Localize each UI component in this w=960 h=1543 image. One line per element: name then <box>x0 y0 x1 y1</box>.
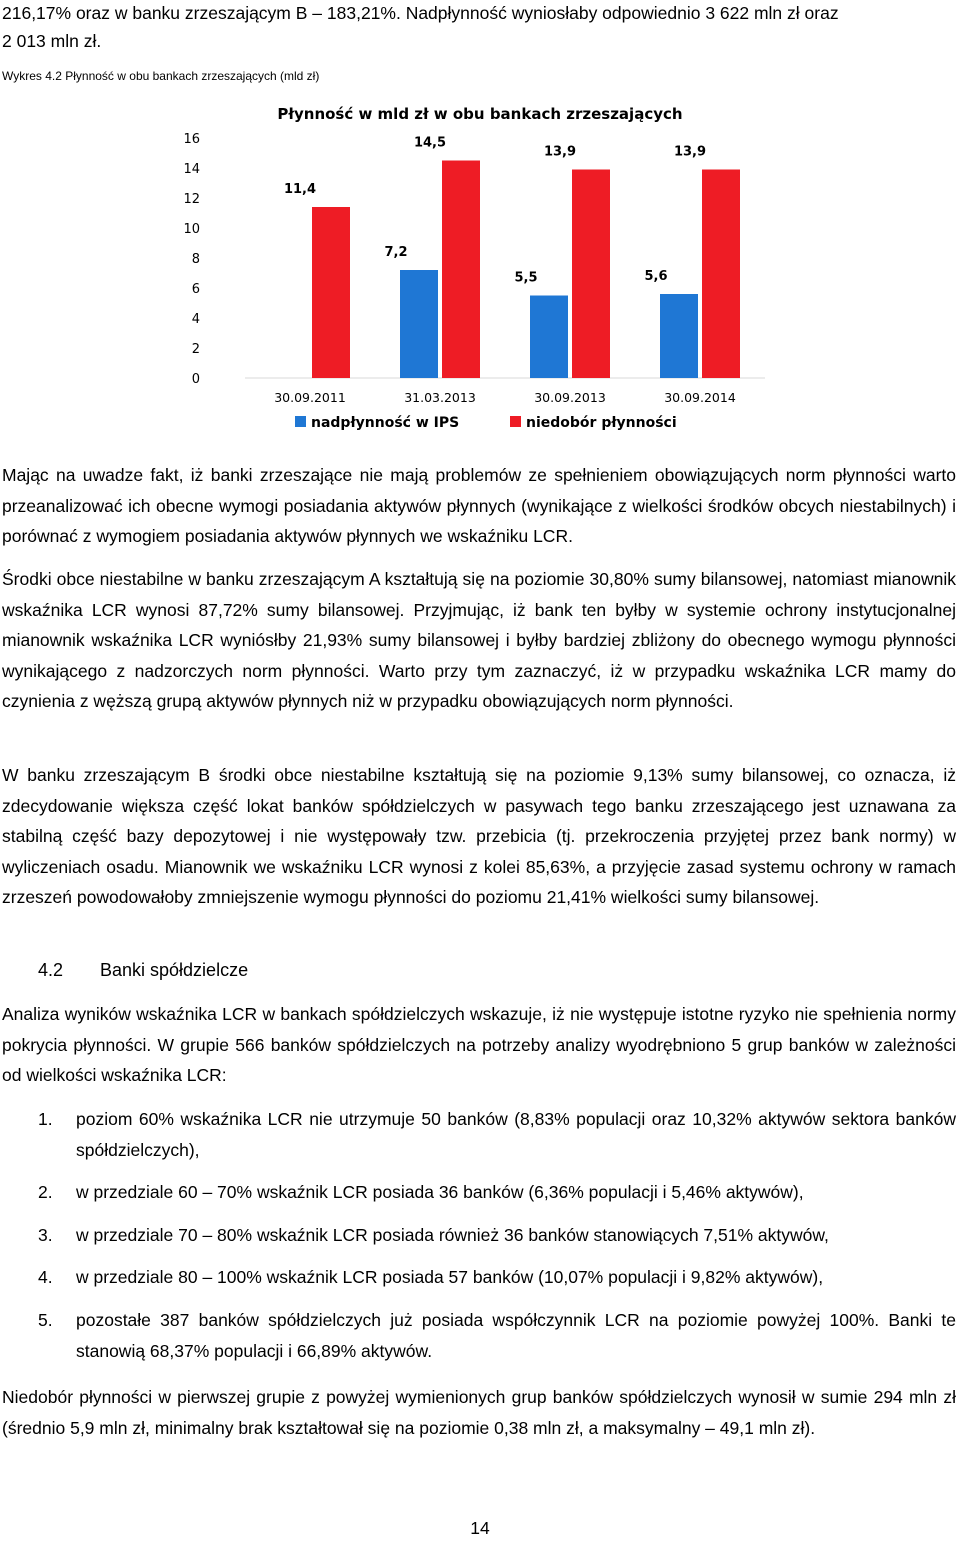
x-tick-label: 30.09.2014 <box>664 390 736 405</box>
section-intro: Analiza wyników wskaźnika LCR w bankach spółdzielczych wskazuje, iż nie występuje istotne ryzyko nie spełnienia normy pokrycia płynności. W grupie 566 banków spółdzielczych na potrzeby analizy wyodrębniono 5 grup banków w zależności od wielkości wskaźnika LCR: <box>2 1004 956 1086</box>
data-label: 14,5 <box>413 135 447 151</box>
list-item-text: w przedziale 60 – 70% wskaźnik LCR posiada 36 banków (6,36% populacji i 5,46% aktywów), <box>76 1182 804 1203</box>
x-tick-label: 30.09.2013 <box>534 390 606 405</box>
bar <box>442 161 480 379</box>
data-label: 5,5 <box>514 270 538 286</box>
list-item-number: 5. <box>38 1309 53 1330</box>
data-label: 7,2 <box>384 245 408 260</box>
bar <box>312 207 350 378</box>
data-label: 13,9 <box>543 144 577 160</box>
closing-paragraph: Niedobór płynności w pierwszej grupie z powyżej wymienionych grup banków spółdzielczych wynosił w sumie 294 mln zł (średnio 5,9 mln zł, minimalny brak kształtował się na poziomie 0,38 mln zł, a maksymalny – 49,1 mln zł). <box>2 1387 956 1438</box>
liquidity-bar-chart <box>160 96 780 440</box>
paragraph-2: Środki obce niestabilne w banku zrzeszającym A kształtują się na poziomie 30,80% sumy bilansowej, natomiast mianownik wskaźnika LCR wynosi 87,72% sumy bilansowej. Przyjmując, iż bank ten byłby w systemie ochrony instytucjonalnej mianownik wskaźnika LCR wyniósłby 21,93% sumy bilansowej i byłby bardziej zbliżony do obecnego wymogu płynności wynikającego z nadzorczych norm płynności. Warto przy tym zaznaczyć, iż w przypadku wskaźnika LCR mamy do czynienia z węższą grupą aktywów płynnych niż w przypadku obowiązujących norm płynności. <box>2 569 956 712</box>
data-label: 13,9 <box>673 144 707 160</box>
legend-label: niedobór płynności <box>526 415 677 431</box>
y-tick-label: 12 <box>183 192 200 207</box>
section-number: 4.2 <box>38 960 64 980</box>
list-item-text: w przedziale 80 – 100% wskaźnik LCR posiada 57 banków (10,07% populacji i 9,82% aktywów), <box>76 1267 824 1288</box>
bar <box>400 270 438 378</box>
paragraph-3: W banku zrzeszającym B środki obce niestabilne kształtują się na poziomie 9,13% sumy bilansowej, co oznacza, iż zdecydowanie większa część lokat banków spółdzielczych w pasywach tego banku zrzeszającego jest uznawana za stabilną część bazy depozytowej i nie występowały tzw. przebicia (tj. przekroczenia przyjętej przez bank normy) w wyliczeniach osadu. Mianownik we wskaźniku LCR wynosi z kolei 85,63%, a przyjęcie zasad systemu ochrony w ramach zrzeszeń powodowałoby zmniejszenie wymogu płynności do poziomu 21,41% wielkości sumy bilansowej. <box>2 765 956 908</box>
list-item-number: 3. <box>38 1224 53 1245</box>
y-tick-label: 16 <box>183 132 200 147</box>
section-title: Banki spółdzielcze <box>100 960 249 980</box>
bar <box>702 170 740 379</box>
bar <box>530 296 568 379</box>
list-item <box>0 1220 956 1251</box>
chart-title: Płynność w mld zł w obu bankach zrzeszających <box>277 105 683 123</box>
y-tick-label: 14 <box>183 162 200 177</box>
figure-caption: Wykres 4.2 Płynność w obu bankach zrzeszających (mld zł) <box>2 69 320 83</box>
list-item <box>0 1305 956 1366</box>
y-tick-label: 0 <box>191 372 200 387</box>
legend-label: nadpłynność w IPS <box>311 415 460 431</box>
y-tick-label: 8 <box>191 252 200 267</box>
section-heading <box>38 955 248 985</box>
list-item-number: 4. <box>38 1267 53 1288</box>
data-label: 5,6 <box>644 269 668 284</box>
x-tick-label: 31.03.2013 <box>404 390 476 405</box>
intro-line-2: 2 013 mln zł. <box>2 31 102 51</box>
bank-groups-list <box>0 1104 956 1366</box>
list-item-text: w przedziale 70 – 80% wskaźnik LCR posiada również 36 banków stanowiących 7,51% aktywów, <box>76 1224 829 1245</box>
intro-line-1: 216,17% oraz w banku zrzeszającym B – 183,21%. Nadpłynność wyniosłaby odpowiednio 3 622 mln zł oraz <box>2 3 839 23</box>
legend-swatch <box>510 416 521 427</box>
y-tick-label: 2 <box>191 342 200 357</box>
bars <box>284 136 740 379</box>
y-tick-label: 10 <box>183 222 200 237</box>
list-item <box>0 1104 956 1165</box>
list-item-text: pozostałe 387 banków spółdzielczych już posiada współczynnik LCR na poziomie powyżej 100%. Banki te stanowią 68,37% populacji i 66,89% aktywów. <box>76 1309 956 1361</box>
data-label: 11,4 <box>283 182 317 197</box>
y-tick-label: 4 <box>191 312 200 327</box>
list-item-text: poziom 60% wskaźnika LCR nie utrzymuje 50 banków (8,83% populacji oraz 10,32% aktywów sektora banków spółdzielczych), <box>76 1109 956 1160</box>
legend-swatch <box>295 416 306 427</box>
x-axis <box>274 390 736 405</box>
list-item-number: 1. <box>38 1109 53 1129</box>
y-tick-label: 6 <box>191 282 200 297</box>
list-item <box>0 1262 956 1293</box>
list-item-number: 2. <box>38 1182 53 1203</box>
bar <box>660 294 698 378</box>
page-number: 14 <box>470 1518 490 1538</box>
bar <box>572 170 610 379</box>
list-item <box>0 1177 956 1208</box>
paragraph-1: Mając na uwadze fakt, iż banki zrzeszające nie mają problemów ze spełnieniem obowiązujących norm płynności warto przeanalizować ich obecne wymogi posiadania aktywów płynnych (wynikające z wielkości środków obcych niestabilnych) i porównać z wymogiem posiadania aktywów płynnych we wskaźniku LCR. <box>2 465 956 547</box>
legend <box>295 415 677 431</box>
x-tick-label: 30.09.2011 <box>274 390 346 405</box>
